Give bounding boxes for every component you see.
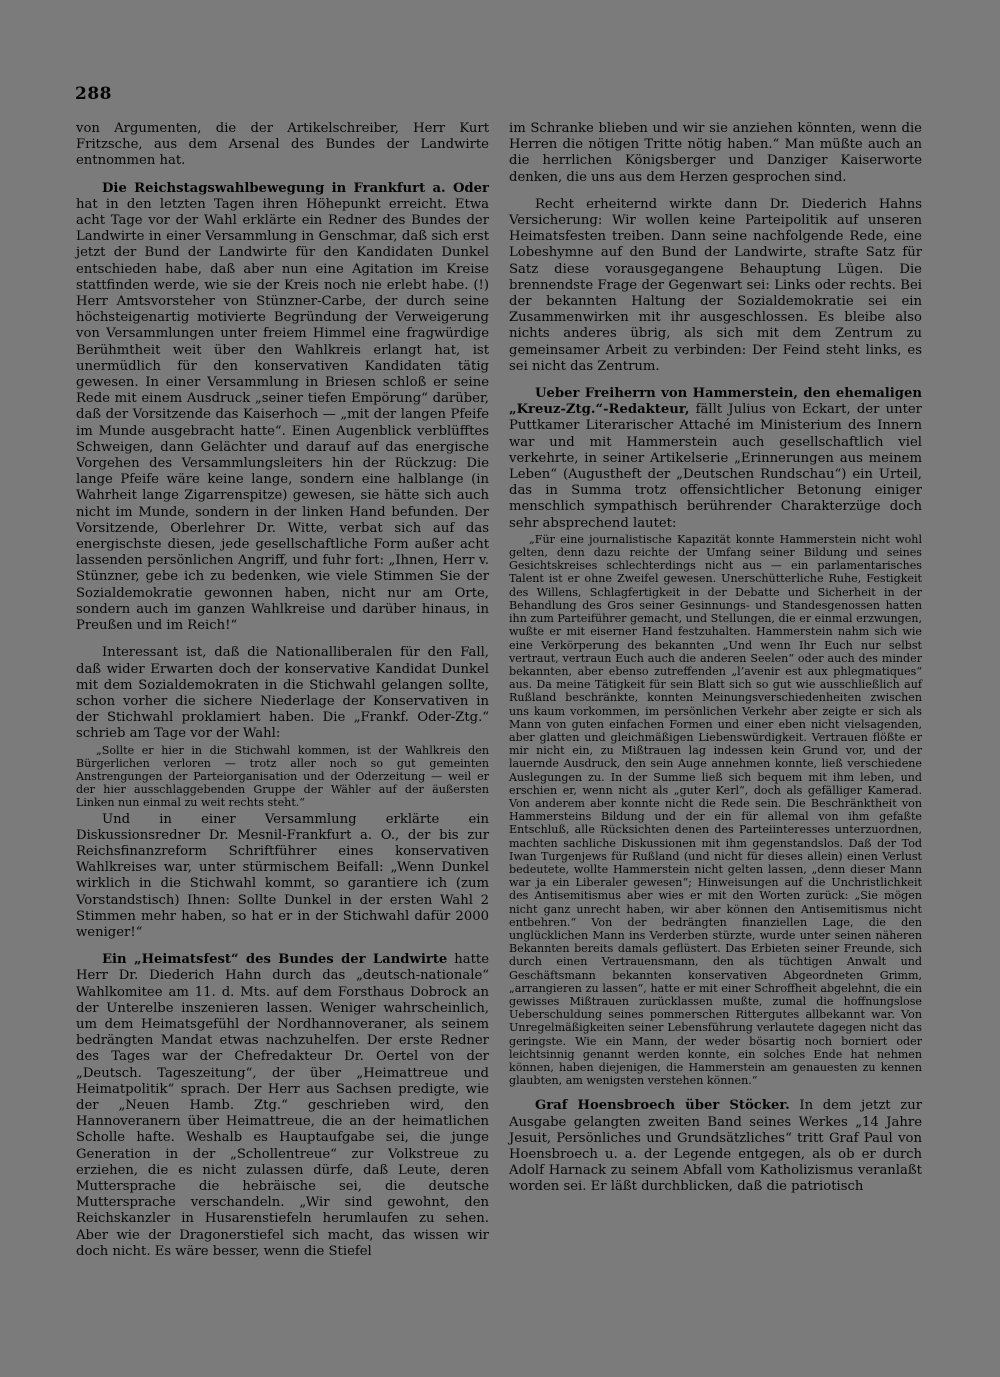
- quote-paragraph: „Für eine journalistische Kapazität konnte Hammerstein nicht wohl gelten, denn dazu reichte der Umfang seiner Bildung und seines Gesichtskreises schlechterdings nicht aus — ein parlamentarisches Talent ist er ohne Zweifel gewesen. Unerschütterliche Ruhe, Festigkeit des Willens, Schlagfertigkeit in der Debatte und Sicherheit in der Behandlung des Gros seiner Gesinnungs- und Standesgenossen hatten ihn zum Parteiführer gemacht, und Stellungen, die er einmal erzwungen, wußte er mit eiserner Hand festzuhalten. Hammerstein nahm sich wie eine Verkörperung des bekannten „Und wenn Ihr Euch nur selbst vertraut, vertraun Euch auch die anderen Seelen“ oder auch des minder bekannten, aber ebenso zutreffenden „l’avenir est aux phlegmatiques“ aus. Da meine Tätigkeit für sein Blatt sich so gut wie ausschließlich auf Rußland beschränkte, konnten Meinungsverschiedenheiten zwischen uns kaum vorkommen, im persönlichen Verkehr aber zeigte er sich als Mann von guten einfachen Formen und einer eben nicht vielsagenden, aber glatten und gleichmäßigen Liebenswürdigkeit. Vertrauen flößte er mir nicht ein, zu Mißtrauen lag indessen kein Grund vor, und der lauernde Ausdruck, den sein Auge annehmen konnte, ließ verschiedene Auslegungen zu. In der Summe ließ sich bequem mit ihm leben, und erschien er, wenn nicht als „guter Kerl“, doch als gefälliger Kamerad. Von anderem aber konnte nicht die Rede sein. Die Beschränktheit von Hammersteins Bildung und der ein für allemal von ihm gefaßte Entschluß, alle Rücksichten denen des Parteiinteresses unterzuordnen, machten sachliche Diskussionen mit ihm gegenstandslos. Daß der Tod Iwan Turgenjews für Rußland (und nicht für dieses allein) einen Verlust bedeutete, wollte Hammerstein nicht gelten lassen, „denn dieser Mann war ja ein Liberaler gewesen“; Hinweisungen auf die Unchristlichkeit des Antisemitismus aber wies er mit den Worten zurück: „Sie mögen nicht ganz unrecht haben, wir aber können den Antisemitismus nicht entbehren.“ Von der bedrängten finanziellen Lage, die den unglücklichen Mann ins Verderben stürzte, wurde unter seinen näheren Bekannten bereits damals geflüstert. Das Erbieten seiner Freunde, sich durch einen Vertrauensmann, den als tüchtigen Anwalt und Geschäftsmann bekannten konservativen Abgeordneten Grimm, „arrangieren zu lassen“, hatte er mit einer Schroffheit abgelehnt, die ein gewisses Mißtrauen zurücklassen mußte, zumal die hoffnungslose Ueberschuldung seines pommerschen Rittergutes allbekannt war. Von Unregelmäßigkeiten seiner Lebensführung verlautete dagegen nicht das geringste. Wie ein Mann, der weder bösartig noch borniert oder leichtsinnig genannt werden konnte, ein solches Ende hat nehmen können, haben diejenigen, die Hammerstein am genauesten zu kennen glaubten, am wenigsten verstehen können.“: [509, 532, 922, 1088]
- section-heading: Ein „Heimatsfest“ des Bundes der Landwirte: [102, 952, 448, 968]
- section-paragraph: Ein „Heimatsfest“ des Bundes der Landwirte hatte Herr Dr. Diederich Hahn durch das „deutsch-nationale“ Wahlkomitee am 11. d. Mts. auf dem Forsthaus Dobrock an der Unterelbe inszenieren lassen. Weniger wahrscheinlich, um dem Heimatsgefühl der Nordhannoveraner, als seinem bedrängten Mandat etwas nachzuhelfen. Der erste Redner des Tages war der Chefredakteur Dr. Oertel von der „Deutsch. Tageszeitung“, der über „Heimattreue und Heimatpolitik“ sprach. Der Herr aus Sachsen predigte, wie der „Neuen Hamb. Ztg.“ geschrieben wird, den Hannoveranern über Heimattreue, die an der heimatlichen Scholle hafte. Weshalb es Hauptaufgabe sei, die junge Generation in der „Schollentreue“ zur Volkstreue zu erziehen, die es nicht zulassen dürfe, daß Leute, deren Muttersprache die hebräische sei, die deutsche Muttersprache verschandeln. „Wir sind gewohnt, den Reichskanzler in Husarenstiefeln herumlaufen zu sehen. Aber wie der Dragonerstiefel sich macht, das wissen wir doch nicht. Es wäre besser, wenn die Stiefel: [76, 952, 490, 1259]
- right-column: [509, 121, 922, 1196]
- section-heading: Die Reichstagswahlbewegung in Frankfurt a. Oder: [102, 180, 489, 196]
- paragraph: im Schranke blieben und wir sie anziehen könnten, wenn die Herren die nötigen Tritte nötig haben.“ Man müßte auch an die herrlichen Königsberger und Danziger Kaiserworte denken, die uns aus dem Herzen gesprochen sind.: [509, 121, 922, 185]
- left-column: [76, 121, 489, 1260]
- section-paragraph: Ueber Freiherrn von Hammerstein, den ehemaligen „Kreuz-Ztg.“-Redakteur, fällt Julius von Eckart, der unter Puttkamer Literarischer Attaché im Ministerium des Innern war und mit Hammerstein auch gesellschaftlich viel verkehrte, in seiner Artikelserie „Erinnerungen aus meinem Leben“ (Augustheft der „Deutschen Rundschau“) ein Urteil, das in Summa trotz offensichtlicher Betonung einiger menschlich sympathisch berührender Charakterzüge doch sehr abspreсhend lautet:: [509, 386, 922, 531]
- section-heading: Ueber Freiherrn von Hammerstein, den ehemaligen „Kreuz-Ztg.“-Redakteur,: [509, 386, 922, 418]
- paragraph: Und in einer Versammlung erklärte ein Diskussionsredner Dr. Mesnil-Frankfurt a. O., der bis zur Reichsfinanzreform Schriftführer eines konservativen Wahlkreises war, unter stürmischem Beifall: „Wenn Dunkel wirklich in die Stichwahl kommt, so garantiere ich (zum Vorstandstisch) Ihnen: Sollte Dunkel in der ersten Wahl 2 Stimmen mehr haben, so hat er in der Stichwahl dafür 2000 weniger!“: [76, 811, 489, 940]
- section-heading: Graf Hoensbroech über Stöcker.: [535, 1098, 790, 1114]
- section-paragraph: Graf Hoensbroech über Stöcker. In dem jetzt zur Ausgabe gelangten zweiten Band seines Werkes „14 Jahre Jesuit, Persönliches und Grundsätzliches“ tritt Graf Paul von Hoensbroech u. a. der Legende entgegen, als ob er durch Adolf Harnack zu seinem Abfall vom Katholizismus veranlaßt worden sei. Er läßt durchblicken, daß die patriotisch: [509, 1098, 922, 1195]
- paragraph: von Argumenten, die der Artikelschreiber, Herr Kurt Fritzsche, aus dem Arsenal des Bundes der Landwirte entnommen hat.: [76, 121, 489, 169]
- page-number: 288: [75, 84, 112, 104]
- quote-paragraph: „Sollte er hier in die Stichwahl kommen, ist der Wahlkreis den Bürgerlichen verloren — trotz aller noch so gut gemeinten Anstrengungen der Parteiorganisation und der Oderzeitung — weil er der hier ausschlaggebenden Gruppe der Wähler auf der äußersten Linken nun einmal zu weit rechts steht.“: [76, 743, 489, 810]
- paragraph: Interessant ist, daß die Nationalliberalen für den Fall, daß wider Erwarten doch der konservative Kandidat Dunkel mit dem Sozialdemokraten in die Stichwahl gelangen sollte, schon vorher die sichere Niederlage der Konservativen in der Stichwahl proklamiert haben. Die „Frankf. Oder-Ztg.“ schrieb am Tage vor der Wahl:: [76, 645, 489, 742]
- section-paragraph: Die Reichstagswahlbewegung in Frankfurt a. Oder hat in den letzten Tagen ihren Höhepunkt erreicht. Etwa acht Tage vor der Wahl erklärte ein Redner des Bundes der Landwirte in einer Versammlung in Genschmar, daß sich erst jetzt der Bund der Landwirte für den Kandidaten Dunkel entschieden habe, daß aber nun eine Agitation im Kreise stattfinden werde, wie sie der Kreis noch nie erlebt habe. (!) Herr Amtsvorsteher von Stünzner-Carbe, der durch seine höchsteigenartig motivierte Begründung der Verweigerung von Versammlungen unter freiem Himmel eine fragwürdige Berühmtheit weit über den Wahlkreis erlangt hat, ist unermüdlich für den konservativen Kandidaten tätig gewesen. In einer Versammlung in Briesen schloß er seine Rede mit einem Ausdruck „seiner tiefen Empörung“ darüber, daß der Vorsitzende das Kaiserhoch — „mit der langen Pfeife im Munde ausgebracht hatte“. Einen Augenblick verblüfftes Schweigen, dann Gelächter und darauf auf das energische Vorgehen des Versammlungsleiters hin der Rückzug: Die lange Pfeife wäre keine lange, sondern eine halblange (in Wahrheit lange Zigarrenspitze) gewesen, sie hätte sich auch nicht im Munde, sondern in der linken Hand befunden. Der Vorsitzende, Oberlehrer Dr. Witte, verbat sich auf das energischste diesen, jede gesellschaftliche Form außer acht lassenden persönlichen Angriff, und fuhr fort: „Ihnen, Herr v. Stünzner, gebe ich zu bedenken, wie viele Stimmen Sie der Sozialdemokratie gewonnen haben, nicht nur am Orte, sondern auch im ganzen Wahlkreise und darüber hinaus, in Preußen und im Reich!“: [76, 180, 489, 634]
- paragraph: Recht erheiternd wirkte dann Dr. Diederich Hahns Versicherung: Wir wollen keine Parteipolitik auf unseren Heimatsfesten treiben. Dann seine nachfolgende Rede, eine Lobeshymne auf den Bund der Landwirte, strafte Satz für Satz diese vorausgegangene Behauptung Lügen. Die brennendste Frage der Gegenwart sei: Links oder rechts. Bei der bekannten Haltung der Sozialdemokratie sei ein Zusammenwirken mit ihr ausgeschlossen. Es bleibe also nichts anderes übrig, als sich mit dem Zentrum zu gemeinsamer Arbeit zu verbinden: Der Feind steht links, es sei nicht das Zentrum.: [509, 196, 922, 374]
